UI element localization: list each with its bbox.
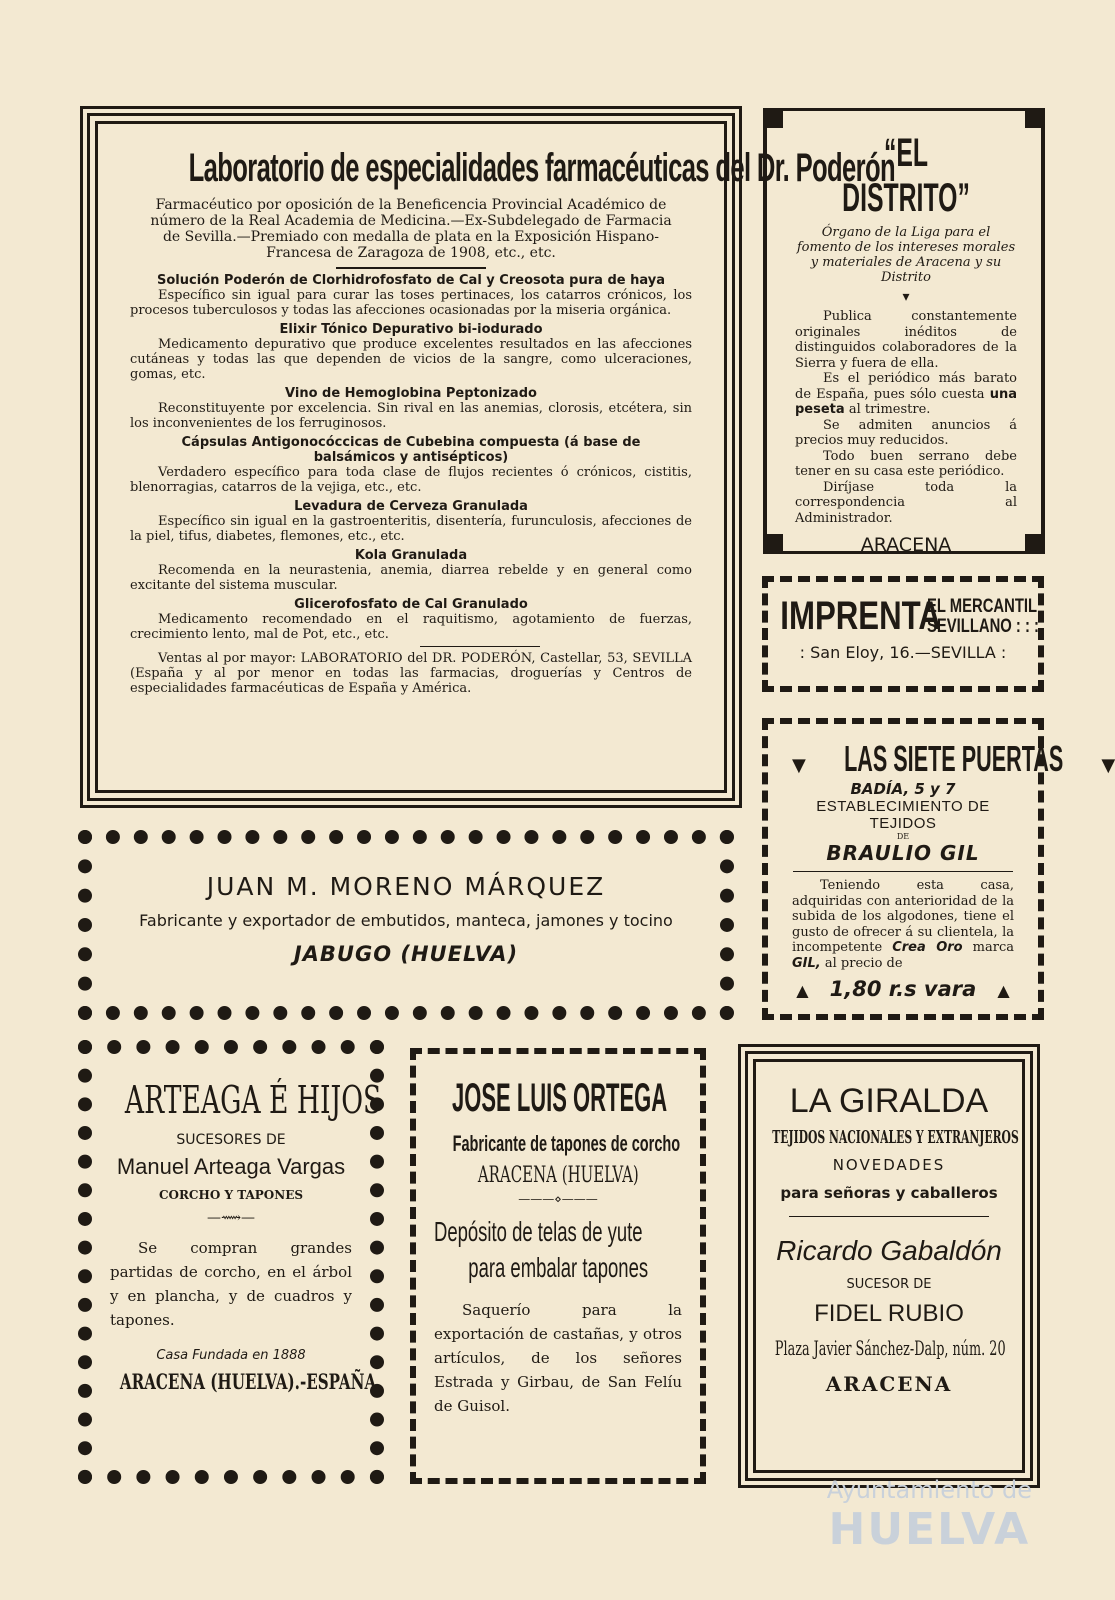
lab-footer: Ventas al por mayor: LABORATORIO del DR. PODERÓN, Castellar, 53, SEVILLA (España y al por menor en todas las farmacias, droguerías y Centros de especialidades farmacéuticas de España y América. [130,651,692,696]
divider [420,646,540,647]
ornament-icon: ▾ [902,289,910,305]
distrito-p1: Publica constantemente originales inéditos de distinguidos colaboradores de la Sierra y fuera de ella. [795,309,1017,371]
puertas-text: Teniendo esta casa, adquiridas con anterioridad de la subida de los algodones, tiene el gusto de ofrecer á su clientela, la incompetente Crea Oro marca GIL, al precio de [792,878,1014,971]
ad-arteaga-hijos [78,1040,384,1484]
ad-la-giralda [738,1044,1040,1488]
lab-product [130,273,692,318]
watermark-line2: HUELVA [828,1504,1031,1555]
product-name: Glicerofosfato de Cal Granulado [294,597,528,612]
lab-product [130,597,692,642]
arteaga-title: ARTEAGA É HIJOS [124,1078,382,1122]
arrow-up-icon: ▲ [796,981,809,1000]
arrow-up-icon: ▲ [997,981,1010,1000]
product-text: Específico sin igual en la gastroenteritis, disentería, furunculosis, afecciones de la piel, tifus, diabetes, flemones, etc., etc. [130,514,692,544]
lab-product [130,435,692,495]
giralda-address: Plaza Javier Sánchez-Dalp, núm. 20 [774,1336,1006,1360]
imprenta-name2: SEVILLANO : : : [927,615,1040,637]
distrito-p3: Se admiten anuncios á precios muy reducidos. [795,417,1017,448]
lab-product [130,322,692,382]
arteaga-founded: Casa Fundada en 1888 [156,1348,306,1363]
puertas-line: ESTABLECIMIENTO DE TEJIDOS [816,798,990,832]
moreno-name: JUAN M. MORENO MÁRQUEZ [206,872,606,901]
ortega-line: Fabricante de tapones de corcho [452,1131,681,1156]
lab-title: Laboratorio de especialidades farmacéuticas del Dr. Poderón [188,146,895,190]
arteaga-suc: SUCESORES DE [176,1132,286,1148]
moreno-place: JABUGO (HUELVA) [293,942,519,966]
giralda-line1: TEJIDOS NACIONALES Y EXTRANJEROS [772,1127,1019,1148]
distrito-p4: Todo buen serrano debe tener en su casa este periódico. [795,448,1017,479]
lab-product [130,499,692,544]
lab-intro: Farmacéutico por oposición de la Beneficencia Provincial Académico de número de la Real Academia de Medicina.—Ex-Subdelegado de Farmacia de Sevilla.—Premiado con medalla de plata en la Exposición Hispano-Francesa de Zaragoza de 1908, etc., etc. [150,197,672,261]
product-text: Recomenda en la neurastenia, anemia, diarrea rebelde y en general como excitante del sistema muscular. [130,563,692,593]
product-name: Kola Granulada [354,548,468,563]
giralda-suc: SUCESOR DE [846,1277,932,1292]
watermark [827,1476,1032,1555]
product-name: Levadura de Cerveza Granulada [294,499,528,514]
arrow-down-icon: ▼ [792,755,806,776]
product-text: Reconstituyente por excelencia. Sin rival en las anemias, clorosis, etcétera, sin los inconvenientes de los ferruginosos. [130,401,692,431]
imprenta-address: : San Eloy, 16.—SEVILLA : [799,643,1007,662]
flourish-icon: —⟿— [206,1210,256,1226]
imprenta-name1: EL MERCANTIL [927,595,1038,617]
ad-el-distrito [763,108,1045,554]
arteaga-place: ARACENA (HUELVA).-ESPAÑA [119,1369,377,1394]
ortega-place: ARACENA (HUELVA) [477,1163,639,1188]
giralda-prev: FIDEL RUBIO [814,1300,964,1327]
ad-las-siete-puertas [762,718,1115,1020]
giralda-title: LA GIRALDA [789,1082,989,1120]
ornament-icon: ———⋄——— [518,1192,598,1206]
product-name: Solución Poderón de Clorhidrofosfato de Cal y Creosota pura de haya [157,273,665,288]
arteaga-name: Manuel Arteaga Vargas [116,1154,346,1179]
corner-block [1025,108,1045,128]
lab-products [130,273,692,642]
puertas-de: DE [896,832,910,841]
imprenta-title: IMPRENTA [780,594,942,638]
lab-product [130,548,692,593]
product-name: Elixir Tónico Depurativo bi-iodurado [279,322,543,337]
watermark-line1: Ayuntamiento de [826,1476,1032,1504]
distrito-p5: Diríjase toda la correspondencia al Administrador. [795,479,1017,526]
ad-imprenta [762,576,1044,692]
puertas-address: BADÍA, 5 y 7 [850,780,956,798]
ortega-dep2: para embalar tapones [468,1252,648,1283]
product-name: Vino de Hemoglobina Peptonizado [285,386,537,401]
product-text: Medicamento recomendado en el raquitismo, agotamiento de fuerzas, crecimiento lento, mal de Pot, etc., etc. [130,612,692,642]
ad-moreno-marquez [78,830,734,1020]
corner-block [763,534,783,554]
giralda-line2: NOVEDADES [832,1156,946,1174]
arteaga-goods: CORCHO Y TAPONES [158,1188,304,1202]
puertas-title: LAS SIETE PUERTAS [844,738,1064,779]
product-text: Verdadero específico para toda clase de flujos recientes ó crónicos, cistitis, blenorragias, catarros de la vejiga, etc., etc. [130,465,692,495]
ad-jose-luis-ortega [410,1048,706,1484]
corner-block [763,108,783,128]
ortega-dep1: Depósito de telas de yute [434,1216,643,1247]
puertas-owner: BRAULIO GIL [826,841,980,865]
puertas-price: 1,80 r.s vara [829,977,977,1001]
divider [789,1216,989,1217]
product-text: Específico sin igual para curar las toses pertinaces, los catarros crónicos, los procesos tuberculosos y todas las afecciones ocasionadas por la miseria orgánica. [130,288,692,318]
lab-product [130,386,692,431]
giralda-place: ARACENA [825,1372,953,1396]
arrow-down-icon: ▼ [1101,755,1115,776]
giralda-owner: Ricardo Gabaldón [776,1235,1002,1266]
distrito-subtitle: Órgano de la Liga para el fomento de los intereses morales y materiales de Aracena y su Distrito [796,225,1016,285]
giralda-line3: para señoras y caballeros [780,1184,998,1202]
moreno-line: Fabricante y exportador de embutidos, manteca, jamones y tocino [139,911,673,930]
product-name: Cápsulas Antigonocóccicas de Cubebina compuesta (á base de balsámicos y antisépticos) [181,435,641,465]
distrito-p2: Es el periódico más barato de España, pues sólo cuesta una peseta al trimestre. [795,371,1017,417]
arteaga-text: Se compran grandes partidas de corcho, en el árbol y en plancha, y de cuadros y tapones. [110,1239,352,1329]
divider [336,267,486,269]
product-text: Medicamento depurativo que produce excelentes resultados en las afecciones cutáneas y todas las que dependen de vicios de la sangre, como ulceraciones, gomas, etc. [130,337,692,382]
distrito-place: ARACENA [860,534,952,556]
ortega-name: JOSE LUIS ORTEGA [452,1076,668,1120]
corner-block [1025,534,1045,554]
distrito-title: “EL DISTRITO” [842,131,970,220]
divider [793,871,1013,872]
ortega-text: Saquerío para la exportación de castañas, y otros artículos, de los señores Estrada y Girbau, de San Felíu de Guisol. [434,1301,682,1415]
